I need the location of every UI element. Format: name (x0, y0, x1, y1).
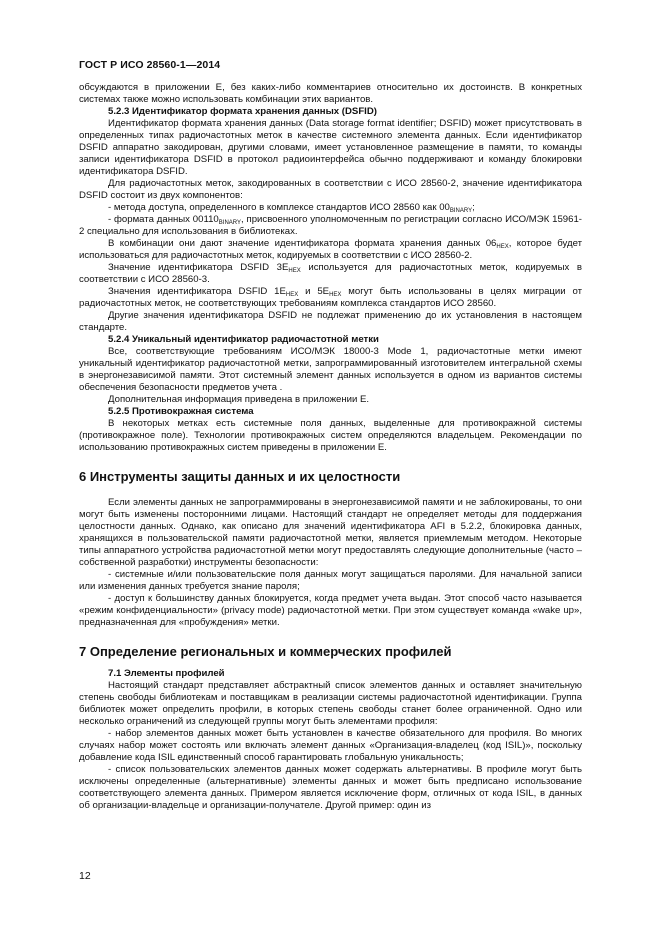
paragraph: Значения идентификатора DSFID $1E_{HEX}$ и $5E_{HEX}$ могут быть использованы в целях миграции от радиочастотных меток, не соответствующих требованиям комплекса стандартов ИСО 28560. (79, 286, 582, 309)
list-item: - формата данных $00110_{BINARY}$, присвоенного уполномоченным по регистрации согласно ИСО/МЭК 15961-2 специально для использования в библиотеках. (79, 214, 582, 237)
paragraph: В комбинации они дают значение идентификатора формата хранения данных $06_{HEX}$, которое будет использоваться для радиочастотных меток, кодируемых в соответствии с ИСО 28560-2. (79, 238, 582, 261)
subsection-heading-7-1: 7.1 Элементы профилей (108, 668, 225, 679)
paragraph: Значение идентификатора DSFID $3E_{HEX}$ используется для радиочастотных меток, кодируемых в соответствии с ИСО 28560-3. (79, 262, 582, 285)
list-item: - доступ к большинству данных блокируется, когда предмет учета выдан. Этот способ часто называется «режим конфиденциальности» (privacy mode) радиочастотной метки. При этом существует команда «wake up», предназначенная для «пробуждения» метки. (79, 593, 582, 628)
subsection-heading-5-2-5: 5.2.5 Противокражная система (108, 406, 254, 417)
subsection-heading-5-2-4: 5.2.4 Уникальный идентификатор радиочастотной метки (108, 334, 379, 345)
paragraph: Дополнительная информация приведена в приложении Е. (108, 394, 370, 405)
paragraph: Все, соответствующие требованиям ИСО/МЭК 18000-3 Mode 1, радиочастотные метки имеют уникальный идентификатор радиочастотной метки, запрограммированный изготовителем интегральной схемы в энергонезависимой памяти. Этот системный элемент данных используется в одном из вариантов системы обеспечения безопасности предметов учета . (79, 346, 582, 393)
paragraph: В некоторых метках есть системные поля данных, выделенные для противокражной системы (противокражное поле). Технологии противокражных систем определяются владельцем. Рекомендации по использованию противокражных систем приведены в приложении Е. (79, 418, 582, 453)
paragraph: Если элементы данных не запрограммированы в энергонезависимой памяти и не заблокированы, то они могут быть изменены посторонними лицами. Настоящий стандарт не определяет методы для поддержания целостности данных. Однако, как описано для значений идентификатора AFI в 5.2.2, блокировка данных, хранящихся в пользовательской памяти радиочастотной метки, является приемлемым методом. Некоторые типы аппаратного устройства радиочастотной метки могут предоставлять следующие дополнительные (часто – собственной разработки) инструменты безопасности: (79, 497, 582, 568)
list-item: - список пользовательских элементов данных может содержать альтернативы. В профиле могут быть исключены определенные (альтернативные) элементы данных и может быть предписано использование соответствующего элемента данных. Примером является исключение форм, отличных от кода ISIL, в данных об организации-владельце и организации-получателе. Другой пример: один из (79, 764, 582, 811)
page-body (79, 82, 582, 812)
running-header: ГОСТ Р ИСО 28560-1—2014 (79, 59, 221, 71)
paragraph: Настоящий стандарт представляет абстрактный список элементов данных и оставляет значительную степень свободы библиотекам и поставщикам в реализации системы радиочастотной идентификации. Группа библиотек может определить профили, в которых степень свободы станет более ограниченной. Одно или несколько ограничений из следующей группы могут быть элементами профиля: (79, 680, 582, 727)
section-heading-6: 6 Инструменты защиты данных и их целостности (79, 469, 401, 484)
paragraph: Другие значения идентификатора DSFID не подлежат применению до их установления в настоящем стандарте. (79, 310, 582, 333)
subsection-heading-5-2-3: 5.2.3 Идентификатор формата хранения данных (DSFID) (108, 106, 377, 117)
list-item: - метода доступа, определенного в комплексе стандартов ИСО 28560 как $00_{BINARY}$; (108, 202, 475, 214)
page-number: 12 (79, 870, 91, 882)
paragraph: Идентификатор формата хранения данных (Data storage format identifier; DSFID) может присутствовать в определенных типах радиочастотных меток в качестве системного элемента данных. Если идентификатор DSFID аппаратно закодирован, другими словами, имеет установленное размещение в памяти, то команды записи идентификатора DSFID в протокол радиоинтерфейса обычно поддерживают и команду блокировки идентификатора DSFID. (79, 118, 582, 177)
section-heading-7: 7 Определение региональных и коммерческих профилей (79, 644, 452, 659)
paragraph: Для радиочастотных меток, закодированных в соответствии с ИСО 28560-2, значение идентификатора DSFID состоит из двух компонентов: (79, 178, 582, 201)
paragraph: обсуждаются в приложении Е, без каких-либо комментариев относительно их достоинств. В конкретных системах также можно использовать комбинации этих вариантов. (79, 82, 582, 105)
list-item: - системные и/или пользовательские поля данных могут защищаться паролями. Для начальной записи или изменения данных требуется знание пароля; (79, 569, 582, 592)
list-item: - набор элементов данных может быть установлен в качестве обязательного для профиля. Во многих случаях набор может состоять или включать элемент данных «Организация-владелец (код ISIL)», поскольку добавление кода ISIL единственный способ гарантировать глобальную уникальность; (79, 728, 582, 763)
